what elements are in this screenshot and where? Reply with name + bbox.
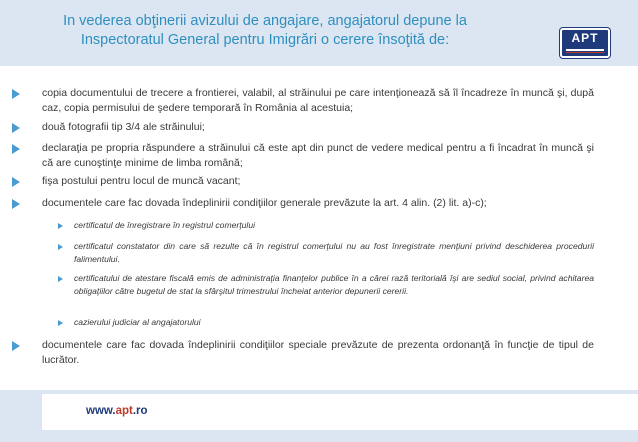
arrow-bullet-icon [12, 89, 20, 99]
list-item-text: documentele care fac dovada îndeplinirii condiţiilor generale prevăzute la art. 4 alin. (2) lit. a)-c); [42, 197, 487, 209]
sub-arrow-bullet-icon [58, 320, 63, 326]
logo-stripe-red [566, 52, 604, 53]
website-link[interactable] [86, 405, 148, 417]
sub-list-item-text: certificatul de înregistrare în registrul comerţului [74, 220, 256, 230]
arrow-bullet-icon [12, 123, 20, 133]
content-area [0, 66, 638, 390]
footer [0, 390, 638, 442]
list-item-text: fişa postului pentru locul de muncă vacant; [42, 175, 241, 187]
list-item-text: declaraţia pe propria răspundere a străinului că este apt din punct de vedere medical pentru a fi încadrat în muncă şi că are cunoştinţe minime de limba română; [42, 142, 594, 169]
sub-arrow-bullet-icon [58, 223, 63, 229]
logo-text: APT [571, 31, 599, 45]
site-accent: apt [115, 405, 133, 417]
logo-stripe-white [566, 49, 604, 51]
title-line-2: Inspectoratul General pentru Imigrări o cerere însoţită de: [80, 32, 450, 48]
list-item-text: documentele care fac dovada îndeplinirii condiţiilor speciale prevăzute de prezenta ordonanţă în funcţie de tipul de lucrător. [42, 339, 594, 366]
arrow-bullet-icon [12, 144, 20, 154]
sub-arrow-bullet-icon [58, 276, 63, 282]
sub-list-item-text: certificatului de atestare fiscală emis de administraţia finanţelor publice în a cărei rază teritorială îşi are sediul social, privind achitarea obligaţiilor către bugetul de stat la sfârşitul trimestrului încheiat anterior depunerii cererii. [74, 273, 594, 296]
title-line-1: In vederea obţinerii avizului de angajare, angajatorul depune la [63, 13, 467, 29]
header [0, 0, 638, 66]
page-title [30, 12, 500, 50]
list-item-text: două fotografii tip 3/4 ale străinului; [42, 121, 205, 133]
site-suffix: .ro [132, 405, 148, 417]
list-item-text: copia documentului de trecere a frontierei, valabil, al străinului pe care intenţionează să îl încadreze în muncă şi, după caz, copia permisului de şedere temporară în România al acestuia; [42, 87, 594, 114]
arrow-bullet-icon [12, 199, 20, 209]
arrow-bullet-icon [12, 341, 20, 351]
sub-list-item-text: cazierului judiciar al angajatorului [74, 317, 201, 327]
sub-arrow-bullet-icon [58, 244, 63, 250]
footer-panel [42, 394, 638, 430]
apt-logo [560, 28, 610, 58]
site-prefix: www. [86, 405, 116, 417]
sub-list-item-text: certificatul constatator din care să rezulte că în registrul comerţului nu au fost înregistrate menţiuni privind deschiderea procedurii falimentului. [74, 241, 594, 264]
arrow-bullet-icon [12, 177, 20, 187]
